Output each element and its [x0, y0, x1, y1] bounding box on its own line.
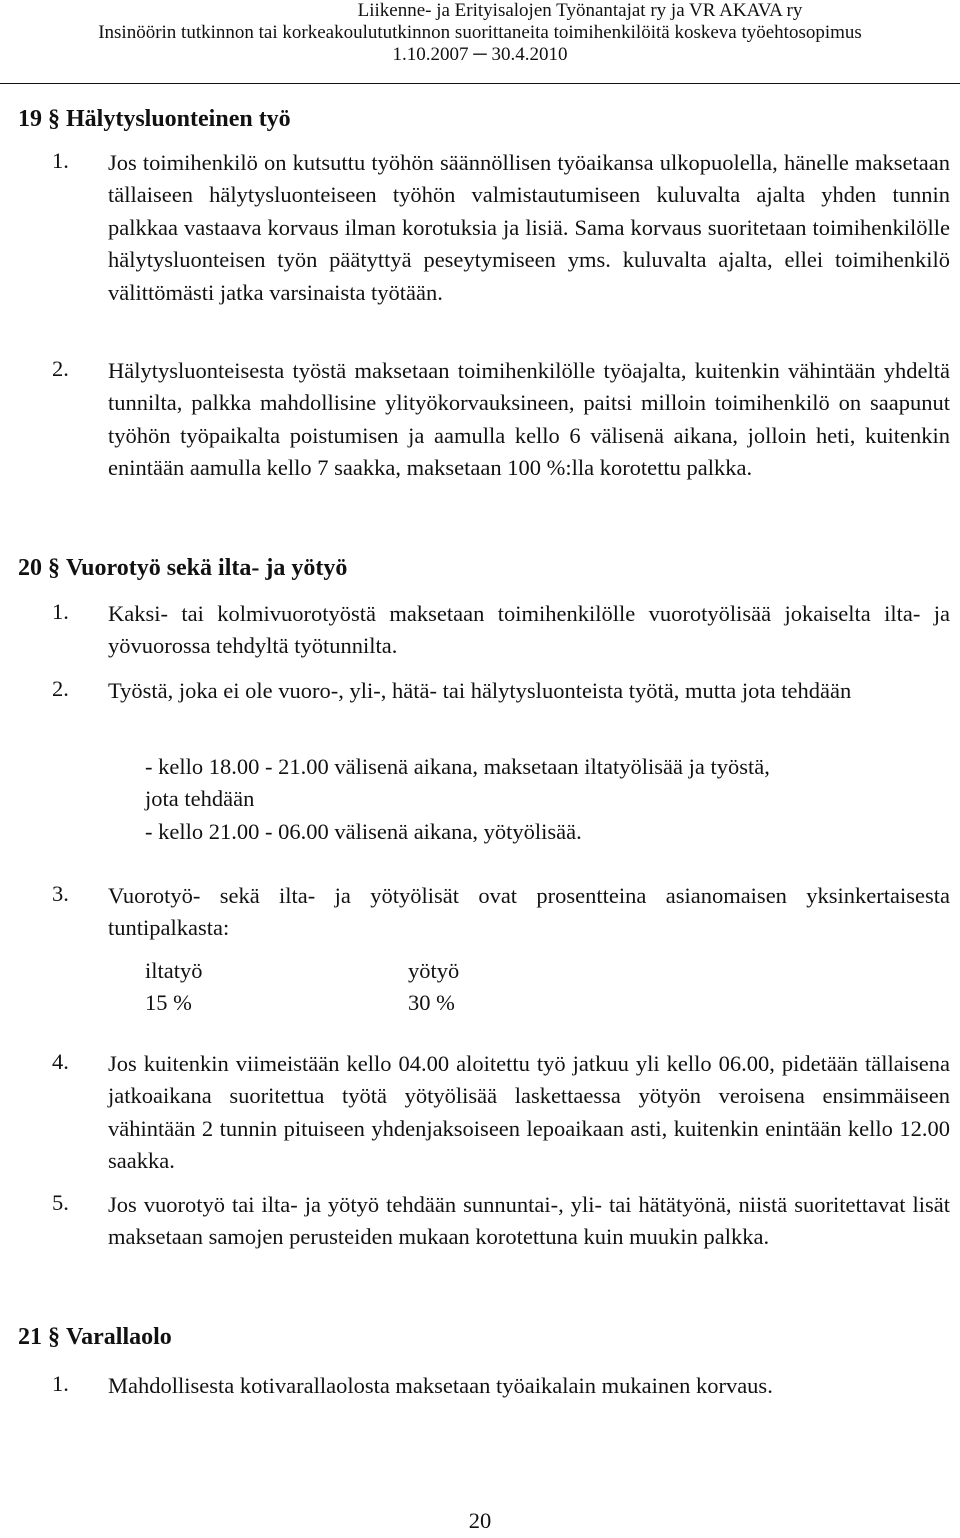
section-symbol: § [48, 555, 60, 581]
evening-work-continuation: jota tehdään [145, 786, 255, 812]
section-20-item-4-text: Jos kuitenkin viimeistään kello 04.00 aloitettu työ jatkuu yli kello 06.00, pidetään tällaisena jatkoaikana suoritettua työtä yötyölisää laskettaessa yötyön veroisena ensimmäiseen vähintään 2 tunnin pituiseen yhdenjaksoiseen lepoaikaan asti, kuitenkin enintään kello 12.00 saakka. [108, 1051, 950, 1174]
section-symbol: § [48, 106, 60, 132]
section-20-item-1-text: Kaksi- tai kolmivuorotyöstä maksetaan toimihenkilölle vuorotyölisää jokaiselta ilta- ja yövuorossa tehdyltä työtunnilta. [108, 601, 950, 659]
section-title: Varallaolo [66, 1324, 172, 1350]
rate-value-evening: 15 % [145, 990, 192, 1015]
section-20-item-3-text: Vuorotyö- sekä ilta- ja yötyölisät ovat prosentteina asianomaisen yksinkertaisesta tuntipalkasta: [108, 883, 950, 941]
rate-value-night: 30 % [408, 990, 455, 1015]
section-19-item-1-text: Jos toimihenkilö on kutsuttu työhön säännöllisen työaikansa ulkopuolella, hänelle maksetaan tällaiseen hälytysluonteiseen työhön valmistautumiseen kuluvalta ajalta yhden tunnin palkkaa vastaava korvaus ilman korotuksia ja lisiä. Sama korvaus suoritetaan toimihenkilölle hälytysluonteisen työn päätyttyä peseytymiseen yms. kuluvalta ajalta, ellei toimihenkilö välittömästi jatka varsinaista työtään. [108, 150, 950, 305]
section-20-item-2-sublines [145, 751, 945, 848]
header-agreement-title: Insinöörin tutkinnon tai korkeakoulututkinnon suorittaneita toimihenkilöitä koskeva työehtosopimus [98, 22, 862, 43]
item-number: 2. [52, 356, 69, 381]
section-20-item-2-text: Työstä, joka ei ole vuoro-, yli-, hätä- tai hälytysluonteista työtä, mutta jota tehdään [108, 678, 852, 703]
rate-header-night: yötyö [408, 958, 460, 983]
section-number: 20 [18, 555, 42, 581]
item-number: 4. [52, 1049, 69, 1074]
header-parties: Liikenne- ja Erityisalojen Työnantajat ry ja VR AKAVA ry [357, 0, 803, 21]
section-19-heading [18, 106, 291, 133]
evening-work-range: - kello 18.00 - 21.00 välisenä aikana, maksetaan iltatyölisää ja työstä, [145, 754, 770, 779]
document-header [0, 0, 960, 66]
item-number: 5. [52, 1190, 69, 1215]
item-number: 1. [52, 599, 69, 624]
section-20-item-5-text: Jos vuorotyö tai ilta- ja yötyö tehdään sunnuntai-, yli- tai hätätyönä, niistä suoritettavat lisät maksetaan samojen perusteiden mukaan korotettuna kuin muukin palkka. [108, 1192, 950, 1250]
section-title: Vuorotyö sekä ilta- ja yötyö [66, 555, 348, 581]
section-21-heading [18, 1324, 172, 1351]
section-20-heading [18, 555, 347, 582]
header-divider [0, 83, 960, 84]
item-number: 1. [52, 1371, 69, 1396]
section-title: Hälytysluonteinen työ [66, 106, 291, 132]
section-symbol: § [48, 1324, 60, 1350]
section-number: 19 [18, 106, 42, 132]
rate-header-evening: iltatyö [145, 958, 203, 983]
item-number: 2. [52, 676, 69, 701]
section-21-item-1-text: Mahdollisesta kotivarallaolosta maksetaan työaikalain mukainen korvaus. [108, 1373, 773, 1398]
item-number: 3. [52, 881, 69, 906]
header-validity-period: 1.10.2007 ─ 30.4.2010 [392, 44, 568, 65]
section-19-item-2-text: Hälytysluonteisesta työstä maksetaan toimihenkilölle työajalta, kuitenkin vähintään yhdeltä tunnilta, palkka mahdollisine ylityökorvauksineen, paitsi milloin toimihenkilö on saapunut työhön työpaikalta poistumisen ja aamulla kello 6 välisenä aikana, jolloin heti, kuitenkin enintään aamulla kello 7 saakka, maksetaan 100 %:lla korotettu palkka. [108, 358, 950, 481]
item-number: 1. [52, 148, 69, 173]
page-number: 20 [468, 1508, 492, 1533]
section-number: 21 [18, 1324, 42, 1350]
night-work-range: - kello 21.00 - 06.00 välisenä aikana, yötyölisää. [145, 818, 582, 844]
